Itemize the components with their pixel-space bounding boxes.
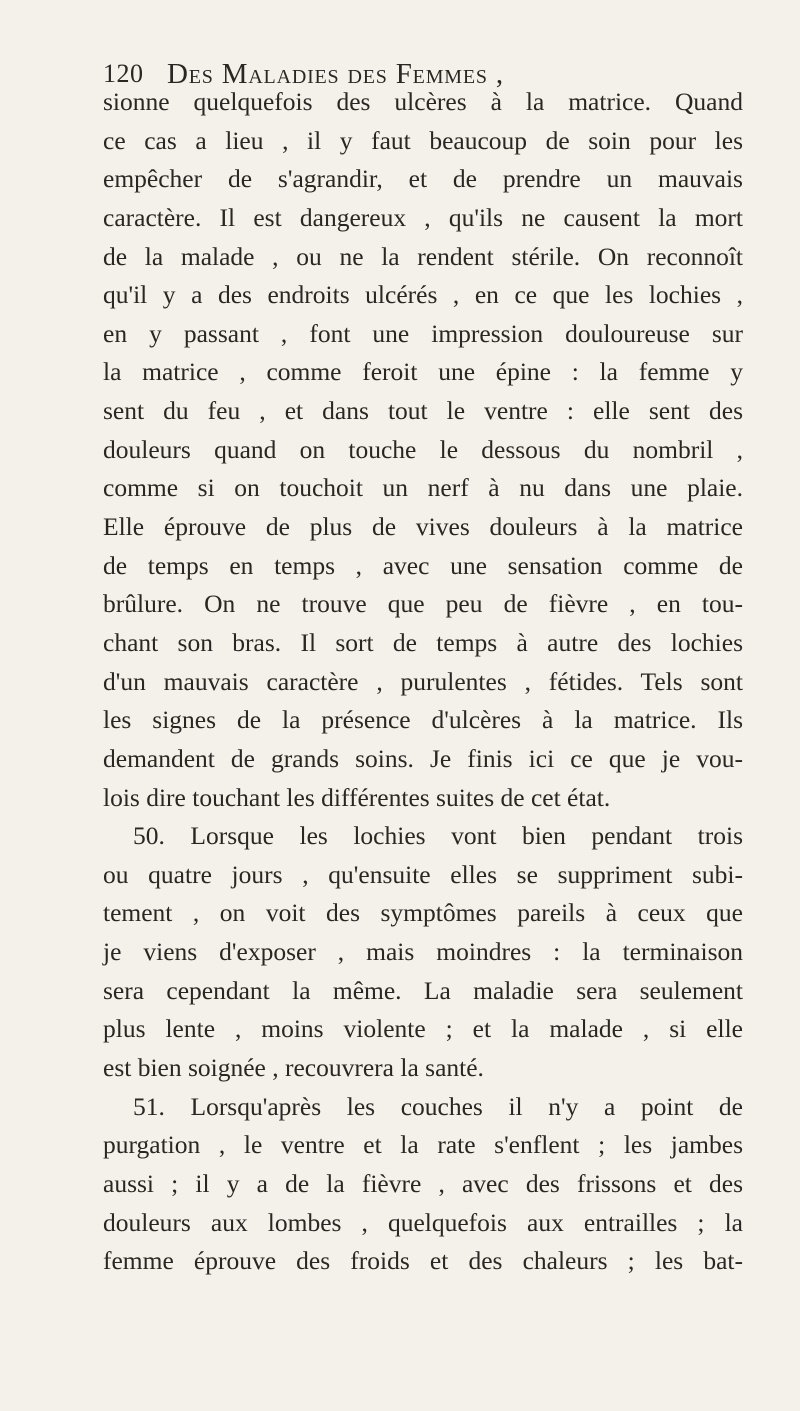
running-title: Des Maladies des Femmes ,: [167, 58, 504, 90]
page-number: 120: [103, 59, 144, 88]
text-line: de temps en temps , avec une sensation comme de: [103, 550, 743, 580]
text-line: sent du feu , et dans tout le ventre : elle sent des: [103, 396, 743, 426]
text-line: douleurs aux lombes , quelquefois aux entrailles ; la: [103, 1207, 743, 1237]
text-line: purgation , le ventre et la rate s'enflent ; les jambes: [103, 1130, 743, 1160]
text-line: brûlure. On ne trouve que peu de fièvre , en tou-: [103, 589, 743, 619]
paragraph-end-line: lois dire touchant les différentes suites de cet état.: [103, 782, 611, 812]
text-line: femme éprouve des froids et des chaleurs ; les bat-: [103, 1246, 743, 1276]
paragraph-end-line: est bien soignée , recouvrera la santé.: [103, 1053, 484, 1083]
text-line: je viens d'exposer , mais moindres : la terminaison: [103, 937, 743, 967]
text-line: douleurs quand on touche le dessous du nombril ,: [103, 434, 743, 464]
body-text: [103, 83, 743, 1281]
text-line: d'un mauvais caractère , purulentes , fétides. Tels sont: [103, 666, 743, 696]
text-line: comme si on touchoit un nerf à nu dans une plaie.: [103, 473, 743, 503]
text-line: qu'il y a des endroits ulcérés , en ce que les lochies ,: [103, 280, 743, 310]
paragraph-50-first-line: 50. Lorsque les lochies vont bien pendant trois: [133, 821, 743, 851]
text-line: la matrice , comme feroit une épine : la femme y: [103, 357, 743, 387]
text-line: demandent de grands soins. Je finis ici ce que je vou-: [103, 743, 743, 773]
text-line: empêcher de s'agrandir, et de prendre un mauvais: [103, 164, 743, 194]
text-line: ce cas a lieu , il y faut beaucoup de soin pour les: [103, 125, 743, 155]
text-line: Elle éprouve de plus de vives douleurs à la matrice: [103, 512, 743, 542]
text-line: en y passant , font une impression douloureuse sur: [103, 318, 743, 348]
text-line: les signes de la présence d'ulcères à la matrice. Ils: [103, 705, 743, 735]
text-line: de la malade , ou ne la rendent stérile. On reconnoît: [103, 241, 743, 271]
text-line: ou quatre jours , qu'ensuite elles se suppriment subi-: [103, 859, 743, 889]
paragraph-51-first-line: 51. Lorsqu'après les couches il n'y a point de: [133, 1091, 743, 1121]
text-line: tement , on voit des symptômes pareils à ceux que: [103, 898, 743, 928]
text-line: sionne quelquefois des ulcères à la matrice. Quand: [103, 87, 743, 116]
text-line: caractère. Il est dangereux , qu'ils ne causent la mort: [103, 202, 743, 232]
text-line: plus lente , moins violente ; et la malade , si elle: [103, 1014, 743, 1044]
text-line: sera cependant la même. La maladie sera seulement: [103, 975, 743, 1005]
text-line: aussi ; il y a de la fièvre , avec des frissons et des: [103, 1168, 743, 1198]
text-line: chant son bras. Il sort de temps à autre des lochies: [103, 627, 743, 657]
